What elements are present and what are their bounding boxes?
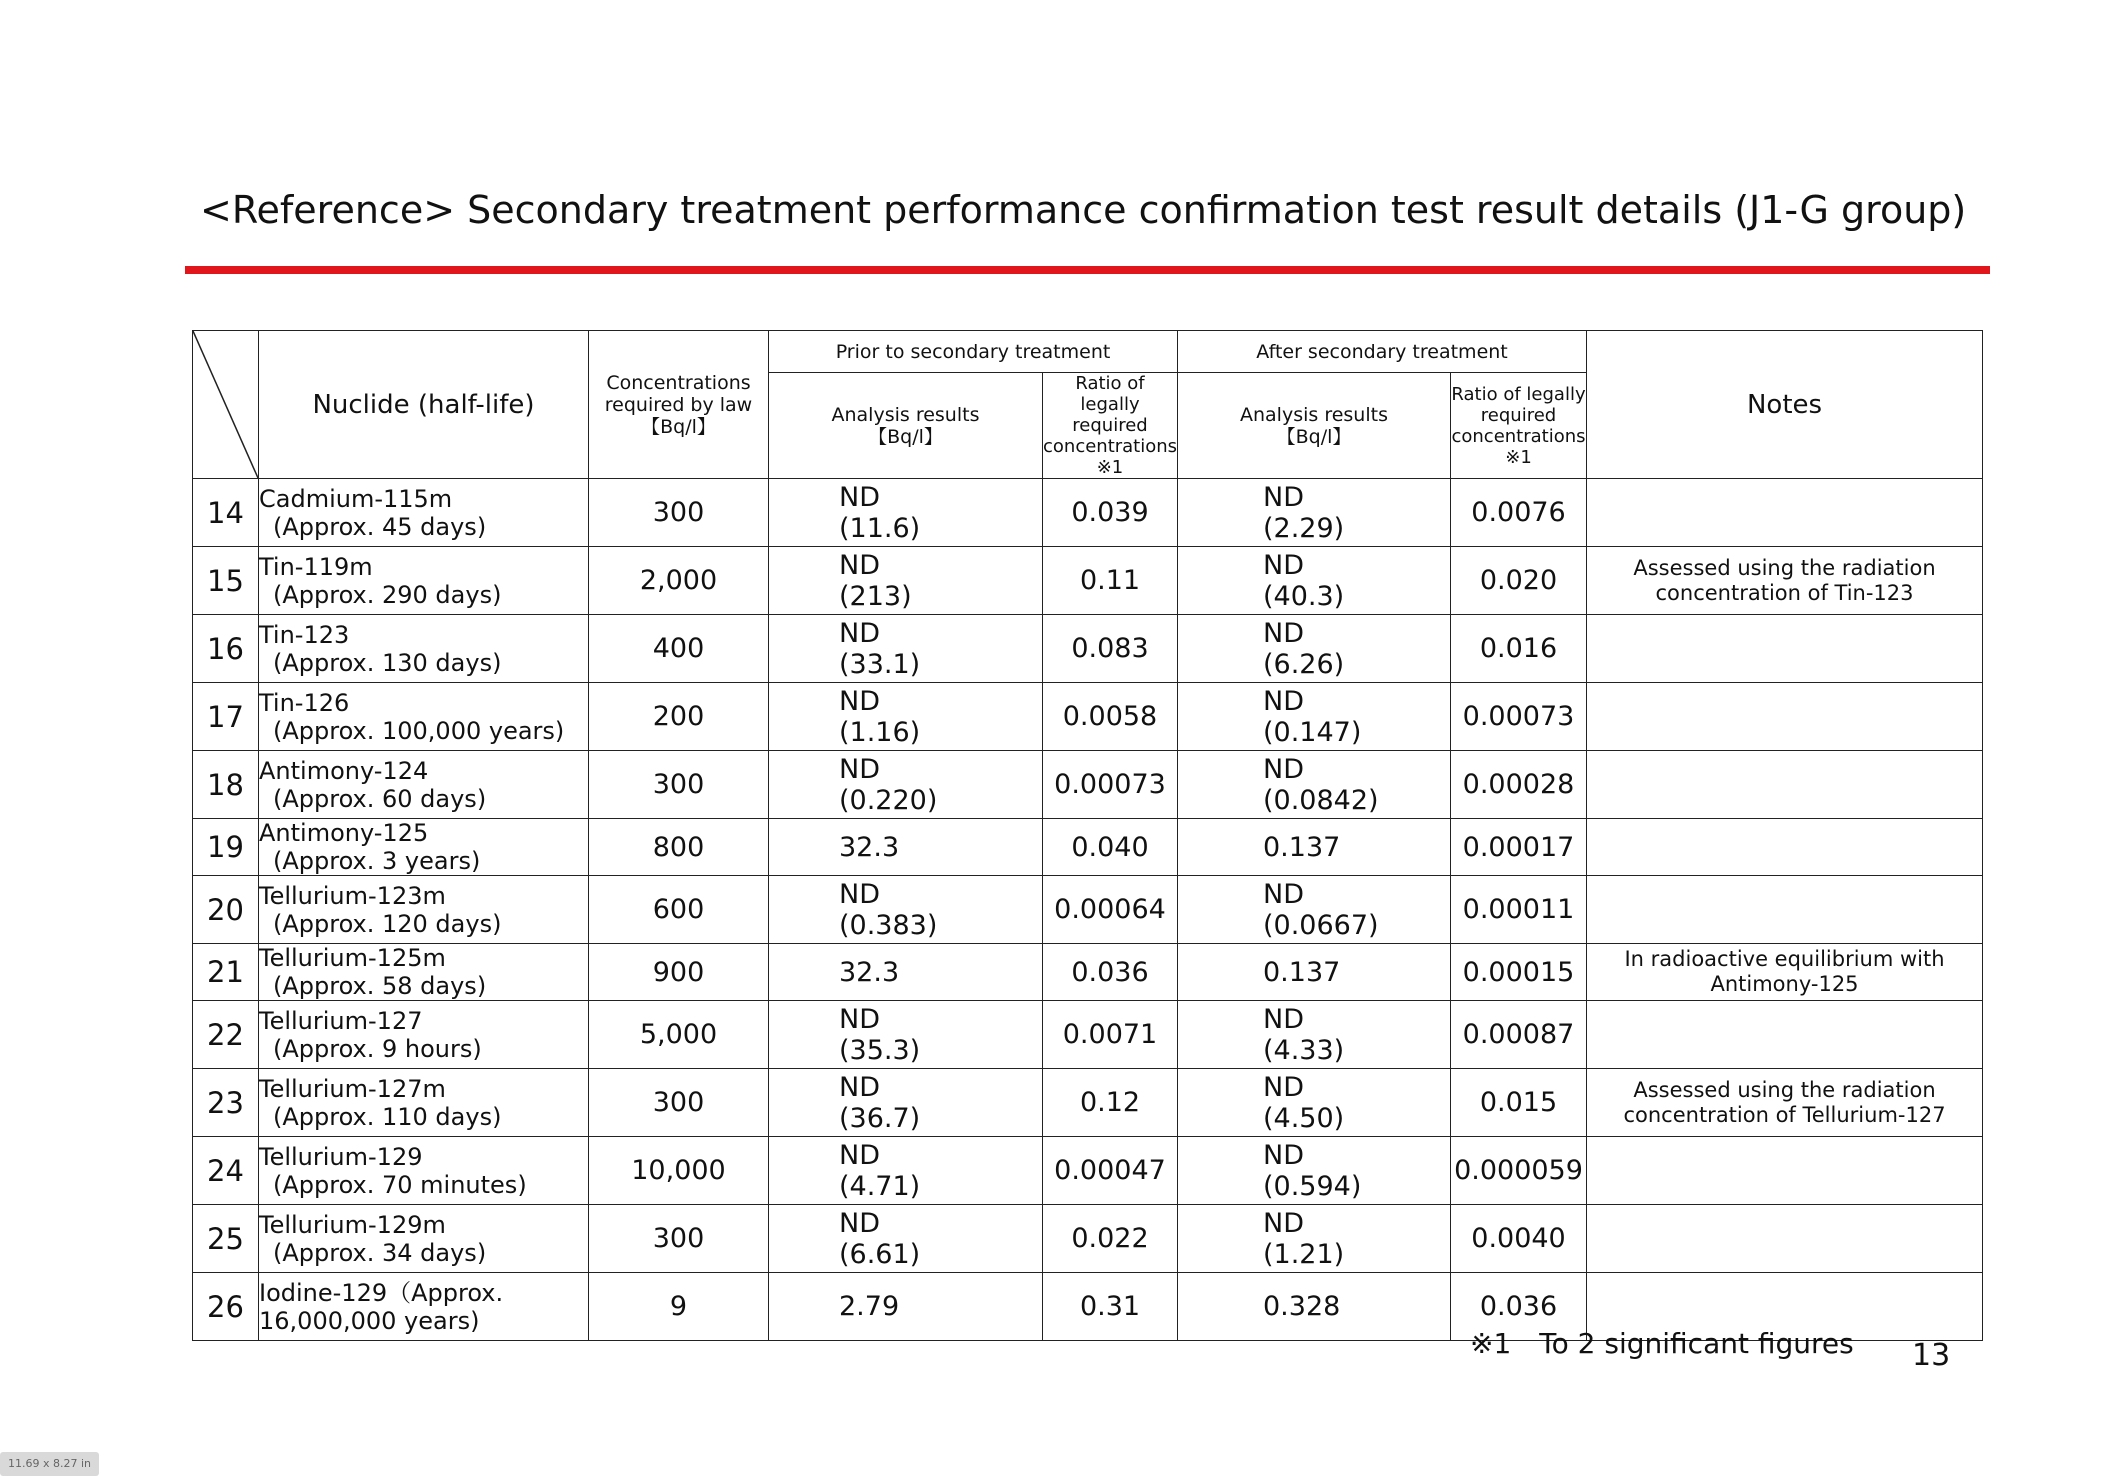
row-number: 16 [193, 615, 259, 683]
notes-cell: Assessed using the radiation concentration of Tin-123 [1587, 547, 1983, 615]
header-concentrations [589, 331, 769, 479]
prior-ratio: 0.022 [1043, 1205, 1178, 1273]
table-row [193, 1137, 1983, 1205]
after-analysis-result [1178, 1205, 1451, 1273]
header-analysis-line2: 【Bq/l】 [868, 425, 943, 448]
nuclide-name: Antimony-124 [259, 756, 429, 785]
after-value: (0.147) [1263, 716, 1362, 748]
page-size-badge: 11.69 x 8.27 in [0, 1452, 99, 1476]
after-ratio: 0.020 [1451, 547, 1587, 615]
header-nuclide: Nuclide (half-life) [259, 331, 589, 479]
row-number: 26 [193, 1273, 259, 1341]
header-ratio-line2: required [1480, 404, 1557, 426]
table-row [193, 1069, 1983, 1137]
prior-analysis-result [769, 1205, 1043, 1273]
nuclide-half-life: (Approx. 100,000 years) [273, 716, 565, 745]
prior-analysis-result [769, 944, 1043, 1001]
nuclide-name: Iodine-129（Approx. [259, 1278, 504, 1307]
nd-label: ND [1263, 1207, 1304, 1239]
notes-cell [1587, 819, 1983, 876]
prior-analysis-result [769, 876, 1043, 944]
after-value: 0.137 [1263, 831, 1341, 863]
prior-value: (4.71) [839, 1170, 921, 1202]
nd-label: ND [1263, 753, 1304, 785]
notes-cell [1587, 1137, 1983, 1205]
legal-concentration: 300 [589, 1205, 769, 1273]
after-value: (2.29) [1263, 512, 1345, 544]
after-analysis-result [1178, 1001, 1451, 1069]
table-row [193, 876, 1983, 944]
after-value: (0.0842) [1263, 784, 1379, 816]
table-body [193, 479, 1983, 1341]
slide-title: <Reference> Secondary treatment performance confirmation test result details (J1-G group) [200, 188, 1967, 232]
header-after-ratio [1451, 373, 1587, 479]
nuclide-half-life: (Approx. 290 days) [273, 580, 502, 609]
prior-ratio: 0.039 [1043, 479, 1178, 547]
header-analysis-line1: Analysis results [1240, 403, 1388, 426]
nuclide-half-life: (Approx. 3 years) [273, 847, 481, 875]
nuclide-cell [259, 819, 589, 876]
nuclide-half-life: (Approx. 58 days) [273, 972, 487, 1000]
nuclide-half-life: (Approx. 110 days) [273, 1102, 502, 1131]
nd-label: ND [1263, 878, 1304, 910]
prior-value: (0.383) [839, 909, 938, 941]
after-ratio: 0.00073 [1451, 683, 1587, 751]
nd-label: ND [1263, 1003, 1304, 1035]
nuclide-name: Tellurium-127m [259, 1074, 446, 1103]
prior-value: (36.7) [839, 1102, 921, 1134]
header-after-group: After secondary treatment [1178, 331, 1587, 373]
row-number: 15 [193, 547, 259, 615]
header-conc-line1: Concentrations [606, 371, 751, 394]
nuclide-half-life: (Approx. 9 hours) [273, 1034, 482, 1063]
nuclide-name: Cadmium-115m [259, 484, 453, 513]
nuclide-name: Tellurium-125m [259, 944, 446, 972]
after-value: (40.3) [1263, 580, 1345, 612]
table-row [193, 751, 1983, 819]
after-value: 0.328 [1263, 1291, 1341, 1322]
prior-ratio: 0.036 [1043, 944, 1178, 1001]
nuclide-cell [259, 479, 589, 547]
header-after-analysis [1178, 373, 1451, 479]
nd-label: ND [839, 878, 880, 910]
after-ratio: 0.00017 [1451, 819, 1587, 876]
prior-value: (0.220) [839, 784, 938, 816]
diagonal-line [193, 331, 258, 478]
prior-analysis-result [769, 479, 1043, 547]
row-number: 19 [193, 819, 259, 876]
nuclide-cell [259, 876, 589, 944]
table-row [193, 1001, 1983, 1069]
legal-concentration: 400 [589, 615, 769, 683]
nuclide-name: Tellurium-129m [259, 1210, 446, 1239]
table-row [193, 683, 1983, 751]
row-number: 14 [193, 479, 259, 547]
prior-value: 2.79 [839, 1291, 900, 1322]
prior-value: (1.16) [839, 716, 921, 748]
nuclide-name: Tellurium-129 [259, 1142, 423, 1171]
nd-label: ND [1263, 549, 1304, 581]
header-ratio-line3: concentrations [1043, 436, 1178, 457]
nuclide-cell [259, 1205, 589, 1273]
nuclide-name: Tin-123 [259, 620, 350, 649]
prior-analysis-result [769, 819, 1043, 876]
prior-ratio: 0.0071 [1043, 1001, 1178, 1069]
notes-cell [1587, 683, 1983, 751]
header-analysis-line2: 【Bq/l】 [1276, 425, 1352, 448]
nuclide-half-life: (Approx. 70 minutes) [273, 1170, 527, 1199]
notes-cell [1587, 479, 1983, 547]
after-value: (1.21) [1263, 1238, 1345, 1270]
nuclide-cell [259, 944, 589, 1001]
nd-label: ND [839, 753, 880, 785]
nuclide-cell [259, 1001, 589, 1069]
after-ratio: 0.036 [1451, 1273, 1587, 1341]
legal-concentration: 900 [589, 944, 769, 1001]
table-row [193, 479, 1983, 547]
prior-value: (11.6) [839, 512, 921, 544]
prior-analysis-result [769, 1273, 1043, 1341]
prior-value: 32.3 [839, 956, 900, 988]
nuclide-half-life: (Approx. 45 days) [273, 512, 487, 541]
notes-cell: Assessed using the radiation concentration of Tellurium-127 [1587, 1069, 1983, 1137]
nd-label: ND [839, 1071, 880, 1103]
after-analysis-result [1178, 1137, 1451, 1205]
after-analysis-result [1178, 615, 1451, 683]
after-analysis-result [1178, 819, 1451, 876]
nuclide-half-life: (Approx. 120 days) [273, 909, 502, 938]
nuclide-name: Tellurium-123m [259, 881, 446, 910]
nuclide-half-life: (Approx. 34 days) [273, 1238, 487, 1267]
row-number: 24 [193, 1137, 259, 1205]
header-conc-line2: required by law [604, 393, 753, 416]
after-analysis-result [1178, 944, 1451, 1001]
after-analysis-result [1178, 547, 1451, 615]
prior-analysis-result [769, 1137, 1043, 1205]
after-ratio: 0.00028 [1451, 751, 1587, 819]
legal-concentration: 300 [589, 1069, 769, 1137]
legal-concentration: 10,000 [589, 1137, 769, 1205]
nuclide-cell [259, 1273, 589, 1341]
prior-ratio: 0.31 [1043, 1273, 1178, 1341]
nuclide-cell [259, 615, 589, 683]
notes-cell [1587, 751, 1983, 819]
prior-analysis-result [769, 751, 1043, 819]
after-analysis-result [1178, 751, 1451, 819]
prior-analysis-result [769, 615, 1043, 683]
nd-label: ND [1263, 481, 1304, 513]
after-value: (0.0667) [1263, 909, 1379, 941]
after-ratio: 0.000059 [1451, 1137, 1587, 1205]
prior-ratio: 0.040 [1043, 819, 1178, 876]
legal-concentration: 600 [589, 876, 769, 944]
results-table [192, 330, 1983, 1341]
row-number: 25 [193, 1205, 259, 1273]
nd-label: ND [839, 481, 880, 513]
notes-cell [1587, 615, 1983, 683]
nd-label: ND [839, 1003, 880, 1035]
legal-concentration: 300 [589, 751, 769, 819]
row-number: 23 [193, 1069, 259, 1137]
after-ratio: 0.0076 [1451, 479, 1587, 547]
header-ratio-line4: ※1 [1096, 457, 1124, 478]
prior-analysis-result [769, 1069, 1043, 1137]
header-ratio-line2: required [1072, 415, 1148, 436]
nd-label: ND [839, 617, 880, 649]
after-ratio: 0.015 [1451, 1069, 1587, 1137]
nuclide-half-life: 16,000,000 years) [259, 1306, 480, 1335]
header-ratio-line3: concentrations [1451, 425, 1586, 447]
nuclide-cell [259, 1137, 589, 1205]
corner-cell [193, 331, 259, 479]
prior-ratio: 0.00073 [1043, 751, 1178, 819]
nuclide-name: Tin-119m [259, 552, 373, 581]
page-number: 13 [1912, 1338, 1951, 1373]
after-value: (0.594) [1263, 1170, 1362, 1202]
prior-analysis-result [769, 547, 1043, 615]
nd-label: ND [1263, 685, 1304, 717]
after-analysis-result [1178, 1069, 1451, 1137]
row-number: 17 [193, 683, 259, 751]
nd-label: ND [839, 1207, 880, 1239]
nuclide-name: Tellurium-127 [259, 1006, 423, 1035]
nd-label: ND [1263, 1139, 1304, 1171]
after-value: (6.26) [1263, 648, 1345, 680]
prior-value: (6.61) [839, 1238, 921, 1270]
table-row [193, 1205, 1983, 1273]
row-number: 18 [193, 751, 259, 819]
legal-concentration: 800 [589, 819, 769, 876]
prior-value: (33.1) [839, 648, 921, 680]
prior-ratio: 0.12 [1043, 1069, 1178, 1137]
nd-label: ND [839, 1139, 880, 1171]
nuclide-cell [259, 1069, 589, 1137]
notes-cell [1587, 1001, 1983, 1069]
row-number: 21 [193, 944, 259, 1001]
row-number: 22 [193, 1001, 259, 1069]
header-ratio-line1: Ratio of legally [1451, 383, 1586, 405]
nuclide-name: Antimony-125 [259, 819, 429, 847]
nd-label: ND [1263, 1071, 1304, 1103]
prior-ratio: 0.0058 [1043, 683, 1178, 751]
prior-value: (213) [839, 580, 912, 612]
nuclide-half-life: (Approx. 130 days) [273, 648, 502, 677]
table-row [193, 615, 1983, 683]
after-ratio: 0.016 [1451, 615, 1587, 683]
prior-ratio: 0.083 [1043, 615, 1178, 683]
after-value: (4.33) [1263, 1034, 1345, 1066]
after-ratio: 0.0040 [1451, 1205, 1587, 1273]
row-number: 20 [193, 876, 259, 944]
legal-concentration: 9 [589, 1273, 769, 1341]
legal-concentration: 5,000 [589, 1001, 769, 1069]
header-prior-ratio [1043, 373, 1178, 479]
after-value: 0.137 [1263, 956, 1341, 988]
after-analysis-result [1178, 1273, 1451, 1341]
after-analysis-result [1178, 479, 1451, 547]
after-ratio: 0.00015 [1451, 944, 1587, 1001]
notes-cell [1587, 1205, 1983, 1273]
nuclide-name: Tin-126 [259, 688, 350, 717]
table-row [193, 944, 1983, 1001]
prior-analysis-result [769, 683, 1043, 751]
header-ratio-line4: ※1 [1505, 446, 1532, 468]
prior-ratio: 0.00047 [1043, 1137, 1178, 1205]
nd-label: ND [1263, 617, 1304, 649]
notes-cell: In radioactive equilibrium with Antimony-125 [1587, 944, 1983, 1001]
after-value: (4.50) [1263, 1102, 1345, 1134]
header-analysis-line1: Analysis results [831, 403, 980, 426]
prior-ratio: 0.00064 [1043, 876, 1178, 944]
header-prior-analysis [769, 373, 1043, 479]
header-notes: Notes [1587, 331, 1983, 479]
nuclide-cell [259, 547, 589, 615]
table-row [193, 547, 1983, 615]
legal-concentration: 300 [589, 479, 769, 547]
prior-value: 32.3 [839, 831, 900, 863]
after-analysis-result [1178, 876, 1451, 944]
notes-cell [1587, 876, 1983, 944]
after-analysis-result [1178, 683, 1451, 751]
footnote: ※1 To 2 significant figures [1470, 1327, 1854, 1360]
legal-concentration: 2,000 [589, 547, 769, 615]
after-ratio: 0.00087 [1451, 1001, 1587, 1069]
nuclide-half-life: (Approx. 60 days) [273, 784, 487, 813]
legal-concentration: 200 [589, 683, 769, 751]
after-ratio: 0.00011 [1451, 876, 1587, 944]
title-underline [185, 266, 1990, 274]
prior-ratio: 0.11 [1043, 547, 1178, 615]
table-row [193, 819, 1983, 876]
header-prior-group: Prior to secondary treatment [769, 331, 1178, 373]
nuclide-cell [259, 751, 589, 819]
header-ratio-line1: Ratio of legally [1075, 373, 1145, 415]
nd-label: ND [839, 685, 880, 717]
prior-value: (35.3) [839, 1034, 921, 1066]
header-conc-line3: 【Bq/l】 [641, 415, 716, 438]
nuclide-cell [259, 683, 589, 751]
prior-analysis-result [769, 1001, 1043, 1069]
nd-label: ND [839, 549, 880, 581]
